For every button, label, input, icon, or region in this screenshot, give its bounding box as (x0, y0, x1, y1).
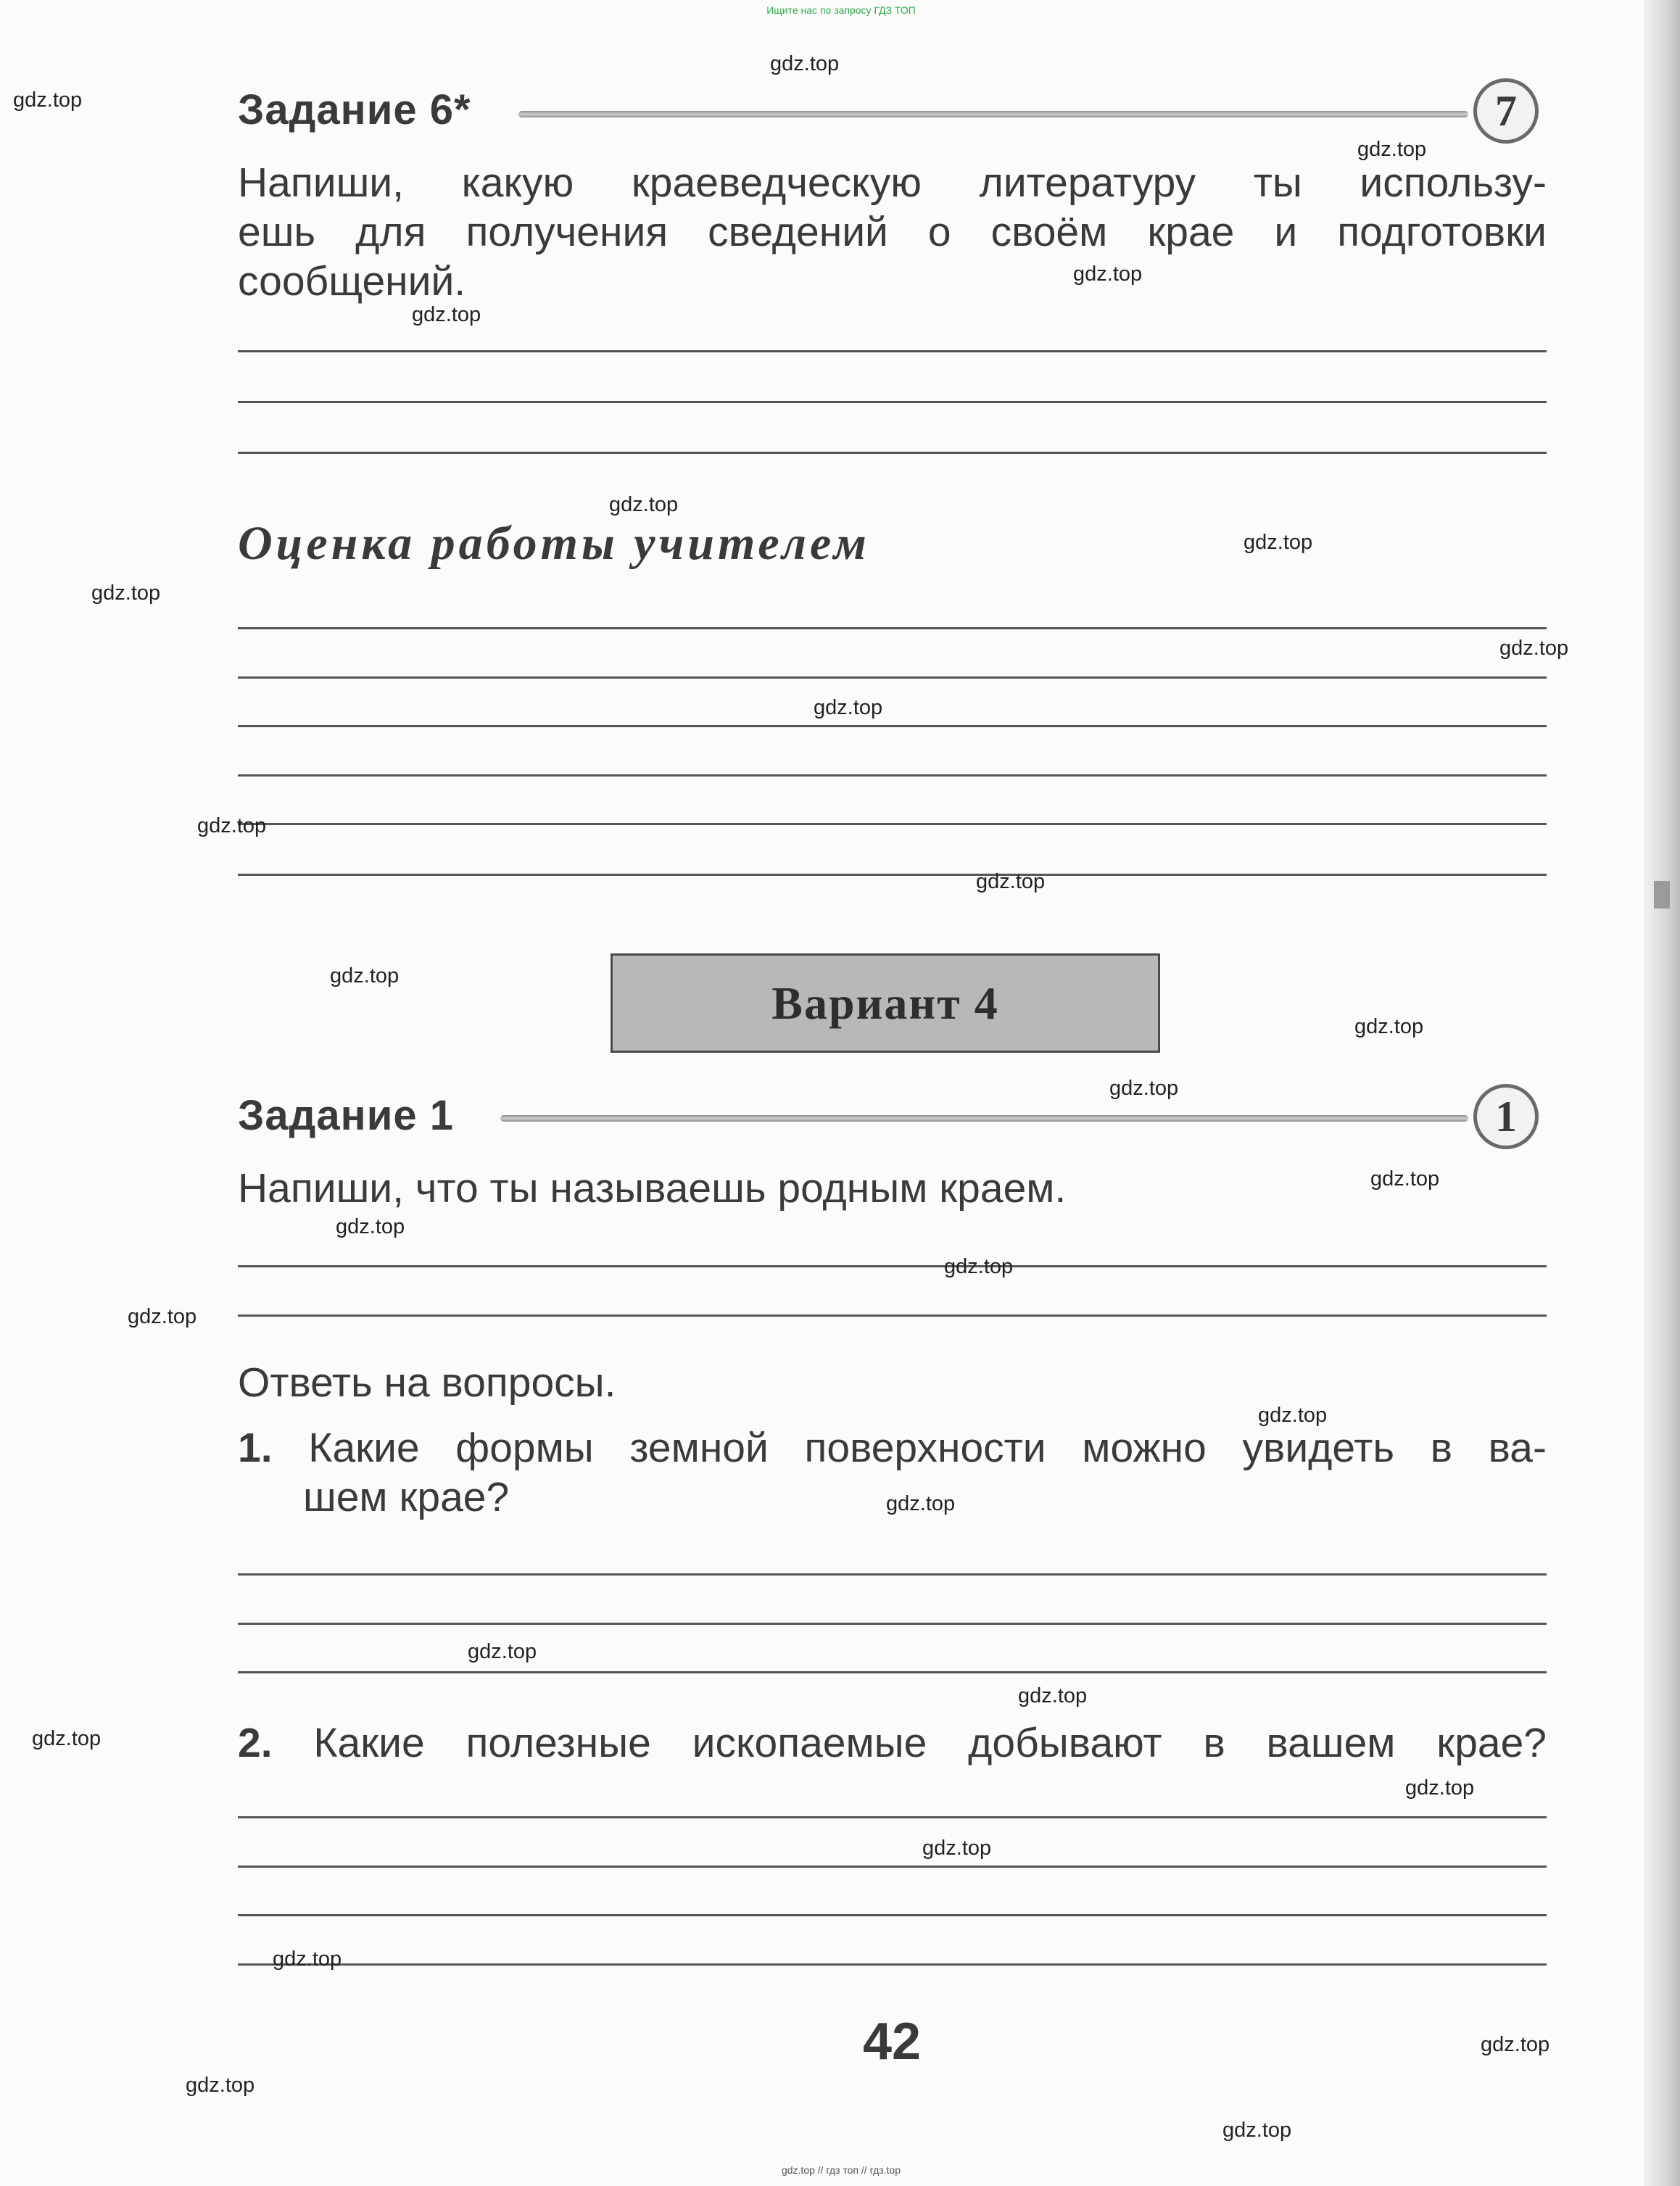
watermark: gdz.top (330, 964, 400, 988)
watermark: gdz.top (1499, 637, 1569, 660)
watermark: gdz.top (32, 1727, 102, 1750)
watermark: gdz.top (609, 493, 679, 516)
watermark: gdz.top (886, 1492, 956, 1515)
watermark: gdz.top (1405, 1776, 1475, 1800)
question-2-number: 2. (238, 1720, 273, 1766)
answer-line (238, 774, 1547, 777)
question-2-text: Какие полезные ископаемые добывают в вашем крае? (313, 1720, 1547, 1766)
page-edge-shadow (1644, 0, 1680, 2186)
answer-line (238, 627, 1547, 629)
answer-line (238, 452, 1547, 454)
answer-line (238, 1623, 1547, 1625)
bottom-banner: gdz.top // гдз топ // гдз.top (781, 2164, 901, 2176)
watermark: gdz.top (128, 1305, 197, 1328)
question-1-number: 1. (238, 1425, 273, 1471)
answer-line (238, 725, 1547, 727)
top-banner: Ищите нас по запросу ГДЗ ТОП (766, 4, 916, 16)
answer-line (238, 350, 1547, 352)
answer-line (238, 874, 1547, 876)
answer-line (238, 1914, 1547, 1916)
watermark: gdz.top (412, 303, 481, 326)
watermark: gdz.top (1109, 1077, 1179, 1100)
question-2 (238, 1718, 1547, 1768)
answer-line (238, 676, 1547, 679)
watermark: gdz.top (1357, 138, 1427, 161)
watermark: gdz.top (1481, 2033, 1550, 2056)
watermark: gdz.top (944, 1255, 1014, 1278)
edge-tab (1654, 881, 1670, 908)
task6-title: Задание 6* (238, 86, 471, 133)
question-1-line-1: Какие формы земной поверхности можно увидеть в ва- (308, 1425, 1547, 1471)
watermark: gdz.top (1222, 2119, 1292, 2142)
watermark: gdz.top (976, 870, 1046, 893)
watermark: gdz.top (1018, 1684, 1088, 1707)
answer-line (238, 823, 1547, 825)
watermark: gdz.top (814, 696, 883, 719)
task1-title: Задание 1 (238, 1092, 454, 1139)
task6-line-3: сообщений. (238, 258, 466, 305)
question-1-line-2: шем крае? (303, 1474, 510, 1520)
watermark: gdz.top (13, 88, 83, 112)
answer-line (238, 1866, 1547, 1868)
variant-title: Вариант 4 (611, 953, 1160, 1053)
answer-line (238, 1671, 1547, 1673)
watermark: gdz.top (1354, 1015, 1424, 1038)
task1-badge: 1 (1473, 1084, 1539, 1149)
watermark: gdz.top (186, 2074, 255, 2097)
page-number: 42 (862, 2013, 922, 2071)
questions-intro: Ответь на вопросы. (238, 1359, 616, 1406)
task6-line-1: Напиши, какую краеведческую литературу ты использу- (238, 160, 1547, 206)
watermark: gdz.top (1370, 1167, 1440, 1191)
task1-rule (500, 1115, 1468, 1122)
answer-line (238, 1963, 1547, 1966)
task6-text (238, 158, 1547, 306)
watermark: gdz.top (336, 1215, 405, 1238)
answer-line (238, 1265, 1547, 1267)
answer-line (238, 401, 1547, 403)
answer-line (238, 1816, 1547, 1818)
watermark: gdz.top (770, 52, 840, 75)
evaluation-title: Оценка работы учителем (238, 517, 870, 570)
watermark: gdz.top (1258, 1404, 1328, 1427)
watermark: gdz.top (1244, 531, 1313, 554)
answer-line (238, 1573, 1547, 1576)
watermark: gdz.top (91, 581, 161, 605)
watermark: gdz.top (922, 1837, 992, 1860)
task6-line-2: ешь для получения сведений о своём крае и подготовки (238, 209, 1547, 255)
watermark: gdz.top (468, 1640, 537, 1663)
task6-rule (518, 111, 1468, 117)
watermark: gdz.top (1073, 262, 1143, 286)
watermark: gdz.top (197, 814, 267, 837)
watermark: gdz.top (273, 1947, 342, 1971)
task6-badge: 7 (1473, 78, 1539, 144)
answer-line (238, 1315, 1547, 1317)
task1-text: Напиши, что ты называешь родным краем. (238, 1165, 1067, 1212)
